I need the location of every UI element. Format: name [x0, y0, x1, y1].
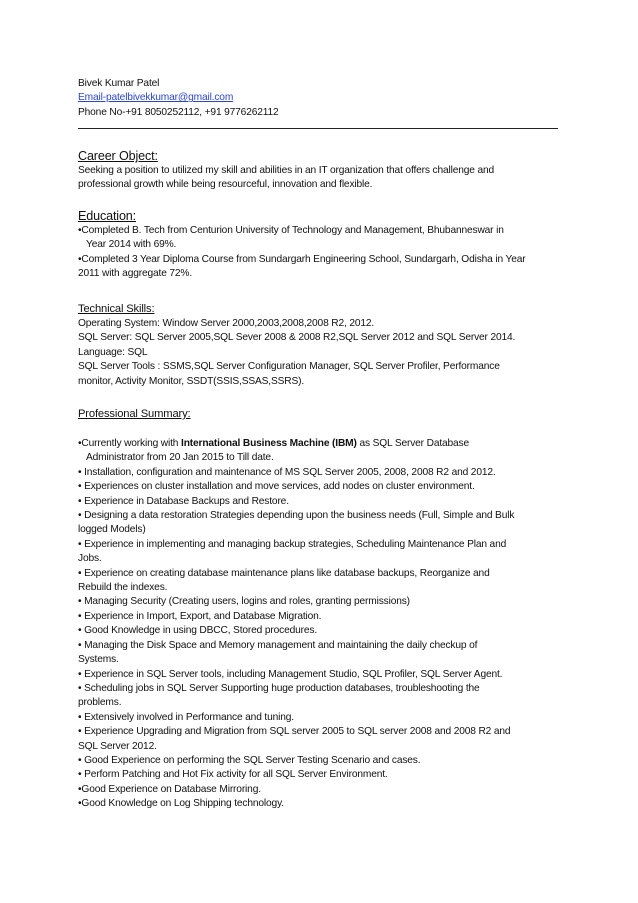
- career-section: [78, 148, 568, 193]
- phone-number: Phone No-+91 8050252112, +91 9776262112: [78, 106, 279, 118]
- education-heading: Education:: [78, 209, 137, 223]
- education-line: •Completed 3 Year Diploma Course from Sundargarh Engineering School, Sundargarh, Odisha in Year: [78, 253, 526, 265]
- summary-item: •Good Experience on Database Mirroring.: [78, 783, 261, 795]
- summary-item-continued: logged Models): [78, 524, 146, 536]
- summary-item: • Experiences on cluster installation and move services, add nodes on cluster environment.: [78, 481, 475, 493]
- summary-heading: Professional Summary:: [78, 408, 191, 420]
- summary-item-continued: Rebuild the indexes.: [78, 582, 168, 594]
- summary-item: • Designing a data restoration Strategies depending upon the business needs (Full, Simple and Bulk: [78, 510, 515, 522]
- skills-line: SQL Server Tools : SSMS,SQL Server Configuration Manager, SQL Server Profiler, Performance: [78, 361, 500, 373]
- header-divider: [78, 128, 558, 129]
- summary-item: • Good Knowledge in using DBCC, Stored procedures.: [78, 625, 318, 637]
- summary-item: • Scheduling jobs in SQL Server Supporting huge production databases, troubleshooting the: [78, 682, 480, 694]
- summary-heading-block: [78, 407, 568, 422]
- summary-item-continued: Jobs.: [78, 553, 102, 565]
- skills-section: [78, 302, 568, 389]
- summary-section: [78, 437, 568, 812]
- skills-heading: Technical Skills:: [78, 303, 155, 315]
- education-line: 2011 with aggregate 72%.: [78, 268, 193, 280]
- summary-item: • Experience in SQL Server tools, including Management Studio, SQL Profiler, SQL Server Agent.: [78, 668, 503, 680]
- career-line: Seeking a position to utilized my skill and abilities in an IT organization that offers challenge and: [78, 165, 495, 176]
- summary-item: • Managing the Disk Space and Memory management and maintaining the daily checkup of: [78, 639, 478, 651]
- education-line: Year 2014 with 69%.: [86, 239, 177, 251]
- summary-item-continued: Administrator from 20 Jan 2015 to Till date.: [86, 452, 274, 464]
- summary-item: • Managing Security (Creating users, logins and roles, granting permissions): [78, 596, 410, 608]
- summary-item: • Experience in Import, Export, and Database Migration.: [78, 610, 322, 622]
- career-line: professional growth while being resourceful, innovation and flexible.: [78, 179, 373, 191]
- summary-item-continued: Systems.: [78, 654, 119, 666]
- skills-line: Operating System: Window Server 2000,2003,2008,2008 R2, 2012.: [78, 318, 375, 329]
- header-block: [78, 77, 568, 120]
- skills-line: Language: SQL: [78, 346, 148, 358]
- summary-first-prefix: •Currently working with: [78, 438, 182, 449]
- candidate-name: Bivek Kumar Patel: [78, 78, 160, 89]
- education-line: •Completed B. Tech from Centurion University of Technology and Management, Bhubanneswar in: [78, 225, 504, 236]
- summary-item: • Perform Patching and Hot Fix activity for all SQL Server Environment.: [78, 769, 388, 781]
- email-link[interactable]: Email-patelbivekkumar@gmail.com: [78, 92, 234, 104]
- skills-line: SQL Server: SQL Server 2005,SQL Sever 2008 & 2008 R2,SQL Server 2012 and SQL Server 2014.: [78, 332, 516, 344]
- summary-item: •Good Knowledge on Log Shipping technology.: [78, 798, 284, 810]
- summary-item: • Installation, configuration and maintenance of MS SQL Server 2005, 2008, 2008 R2 and 2012.: [78, 466, 496, 478]
- summary-item-continued: problems.: [78, 697, 122, 709]
- career-heading: Career Object:: [78, 149, 158, 163]
- summary-item: • Experience in implementing and managing backup strategies, Scheduling Maintenance Plan and: [78, 538, 507, 550]
- skills-line: monitor, Activity Monitor, SSDT(SSIS,SSAS,SSRS).: [78, 375, 305, 387]
- summary-item: • Experience in Database Backups and Restore.: [78, 495, 289, 507]
- employer-name: International Business Machine (IBM): [181, 438, 357, 449]
- education-section: [78, 208, 568, 282]
- summary-item: • Experience Upgrading and Migration from SQL server 2005 to SQL server 2008 and 2008 R2 and: [78, 726, 511, 738]
- summary-item: • Extensively involved in Performance and tuning.: [78, 711, 294, 723]
- summary-item: [78, 437, 568, 451]
- summary-item-continued: SQL Server 2012.: [78, 740, 157, 752]
- summary-item: • Good Experience on performing the SQL Server Testing Scenario and cases.: [78, 754, 421, 766]
- summary-first-suffix: as SQL Server Database: [356, 438, 470, 449]
- summary-item: • Experience on creating database maintenance plans like database backups, Reorganize and: [78, 567, 490, 579]
